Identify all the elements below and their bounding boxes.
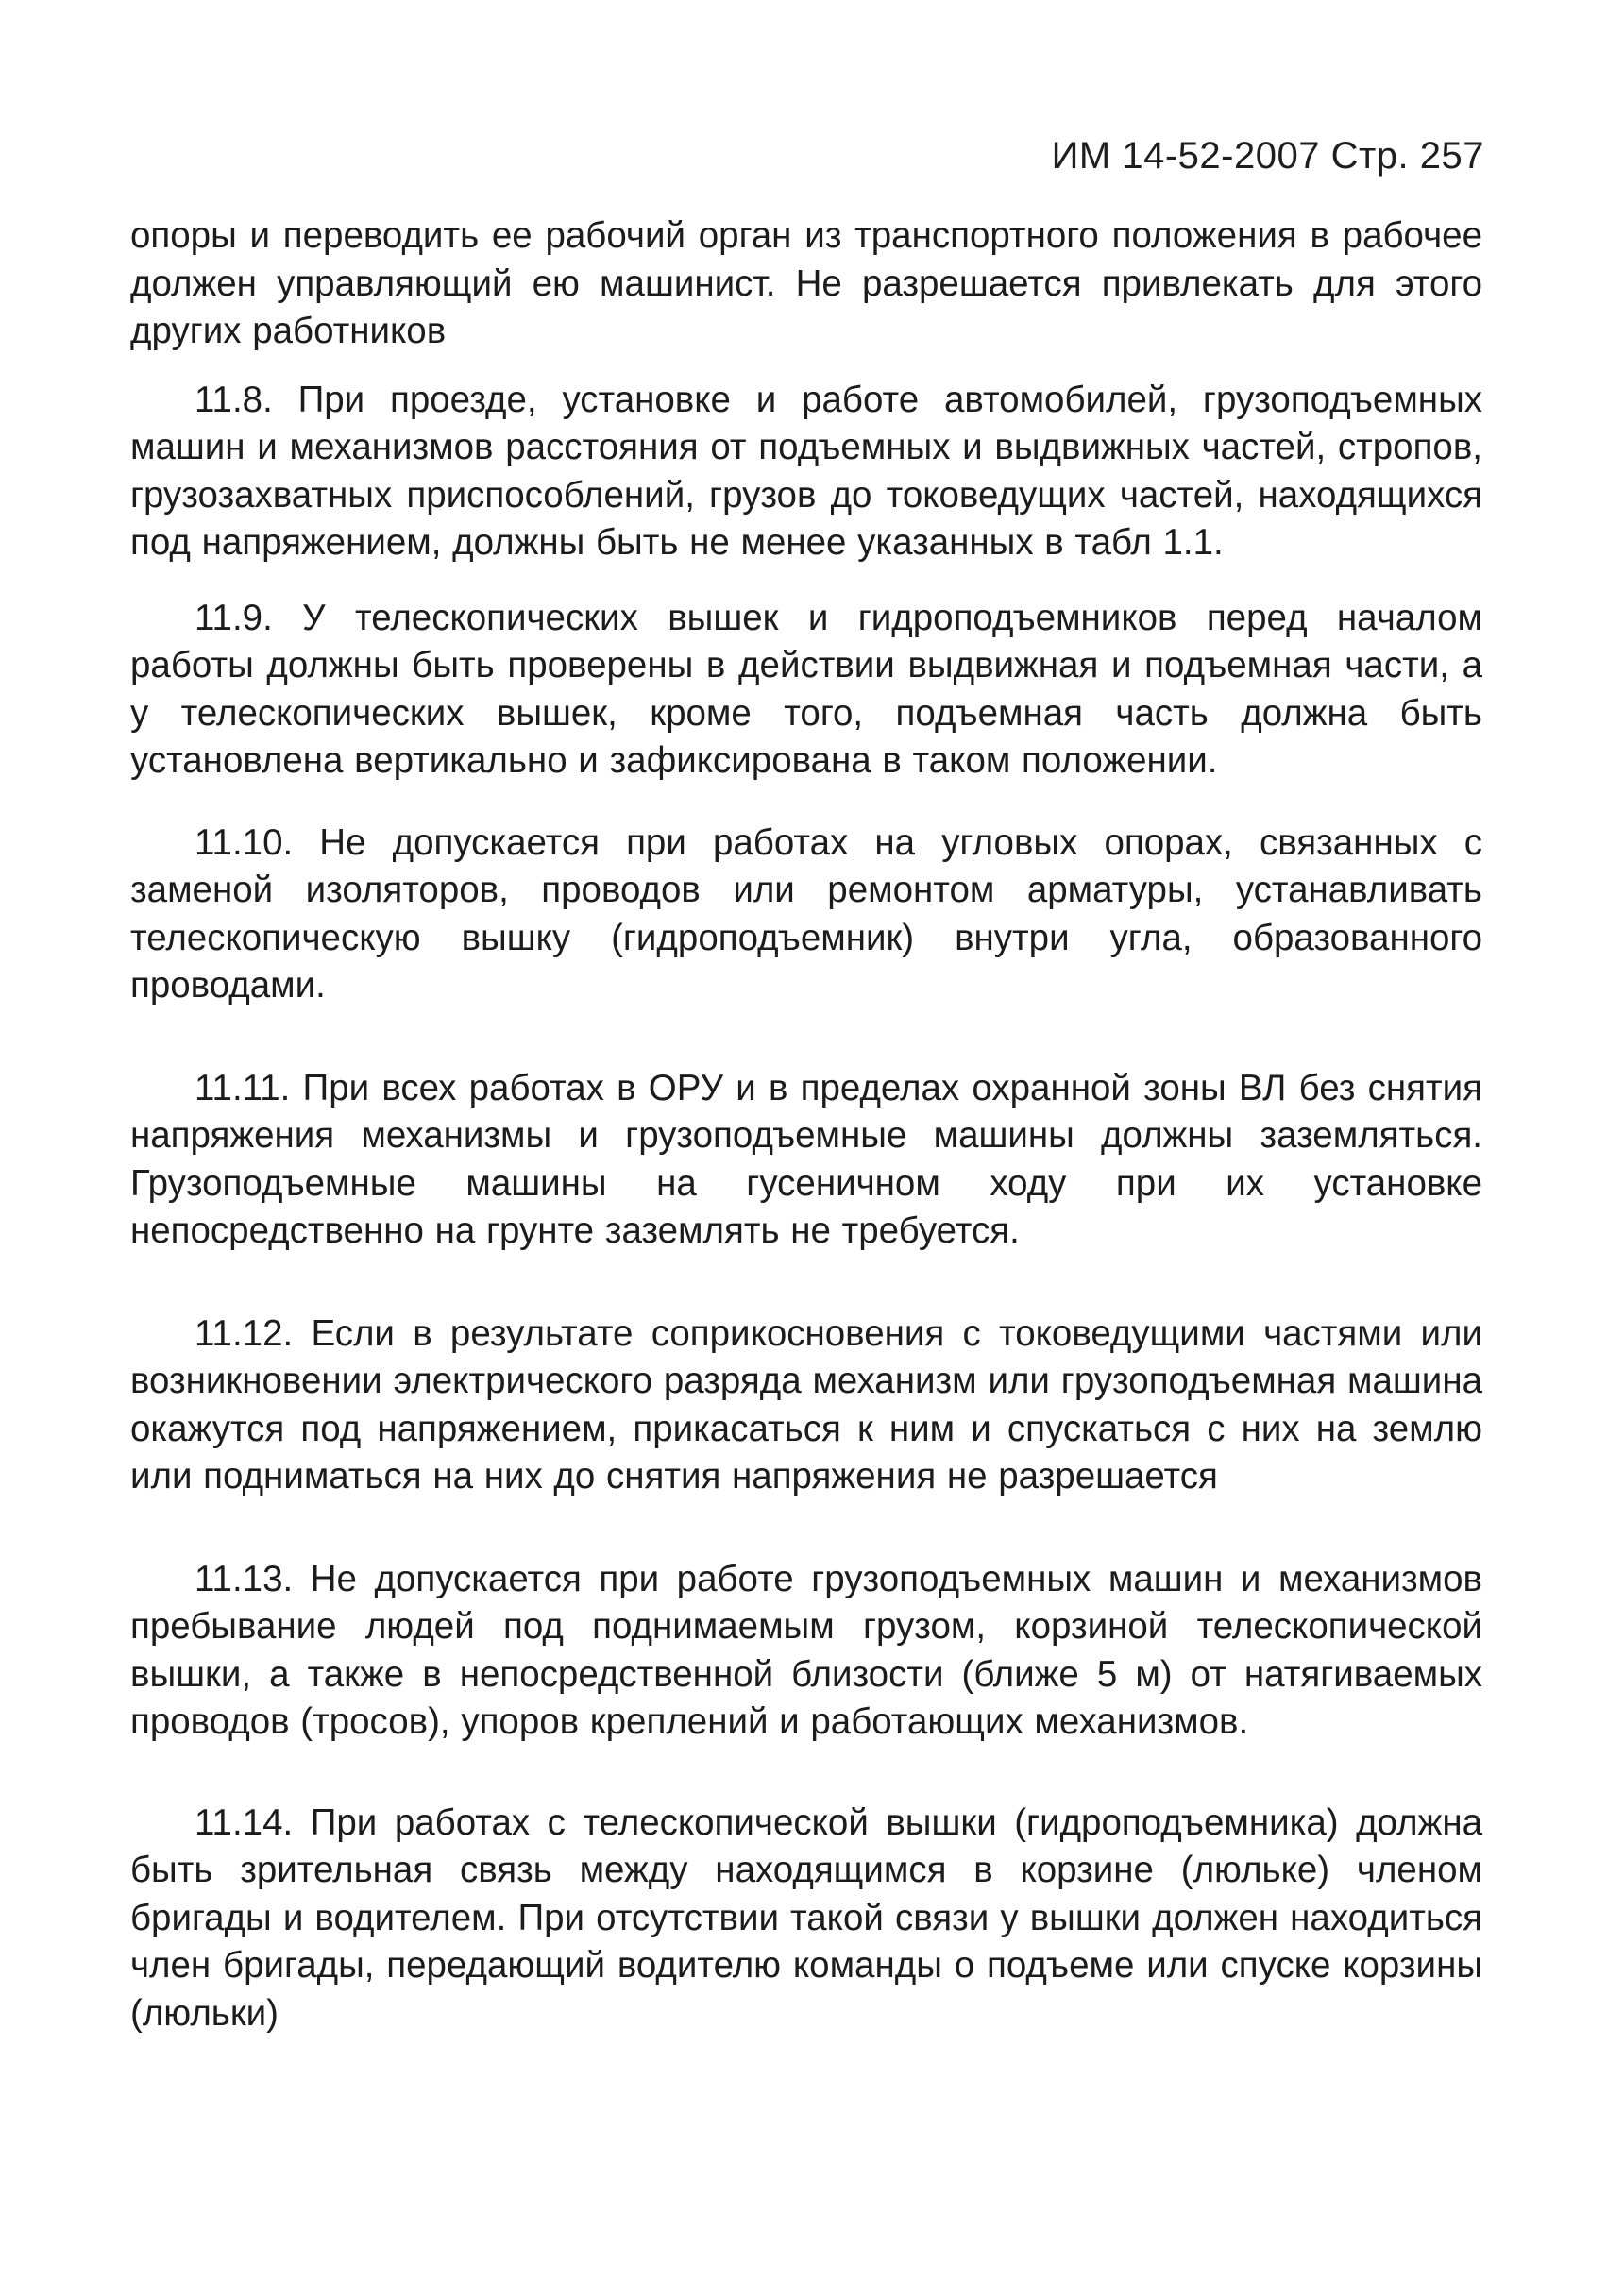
paragraph-11-9: 11.9. У телескопических вышек и гидроподъемников перед началом работы должны быть проверены в действии выдвижная и подъемная части, а у телескопических вышек, кроме того, подъемная часть должна быть установлена вертикально и зафиксирована в таком положении. [130,597,1482,781]
paragraph-continuation: опоры и переводить ее рабочий орган из транспортного положения в рабочее должен управляющий ею машинист. Не разрешается привлекать для этого других работников [130,215,1482,351]
page-header: ИМ 14-52-2007 Стр. 257 [1051,135,1484,177]
paragraph-11-12: 11.12. Если в результате соприкосновения с токоведущими частями или возникновении электрического разряда механизм или грузоподъемная машина окажутся под напряжением, прикасаться к ним и спускаться с них на землю или подниматься на них до снятия напряжения не разрешается [130,1312,1482,1497]
paragraph-11-13: 11.13. Не допускается при работе грузоподъемных машин и механизмов пребывание людей под поднимаемым грузом, корзиной телескопической вышки, а также в непосредственной близости (ближе 5 м) от натягиваемых проводов (тросов), упоров креплений и работающих механизмов. [130,1558,1482,1742]
body-text [130,212,1482,2038]
paragraph-11-8: 11.8. При проезде, установке и работе автомобилей, грузоподъемных машин и механизмов расстояния от подъемных и выдвижных частей, стропов, грузозахватных приспособлений, грузов до токоведущих частей, находящихся под напряжением, должны быть не менее указанных в табл 1.1. [130,379,1482,563]
paragraph-11-11: 11.11. При всех работах в ОРУ и в пределах охранной зоны ВЛ без снятия напряжения механизмы и грузоподъемные машины должны заземляться. Грузоподъемные машины на гусеничном ходу при их установке непосредственно на грунте заземлять не требуется. [130,1067,1482,1251]
paragraph-11-10: 11.10. Не допускается при работах на угловых опорах, связанных с заменой изоляторов, проводов или ремонтом арматуры, устанавливать телескопическую вышку (гидроподъемник) внутри угла, образованного проводами. [130,821,1482,1006]
paragraph-11-14: 11.14. При работах с телескопической вышки (гидроподъемника) должна быть зрительная связь между находящимся в корзине (люльке) членом бригады и водителем. При отсутствии такой связи у вышки должен находиться член бригады, передающий водителю команды о подъеме или спуске корзины (люльки) [130,1801,1482,2034]
